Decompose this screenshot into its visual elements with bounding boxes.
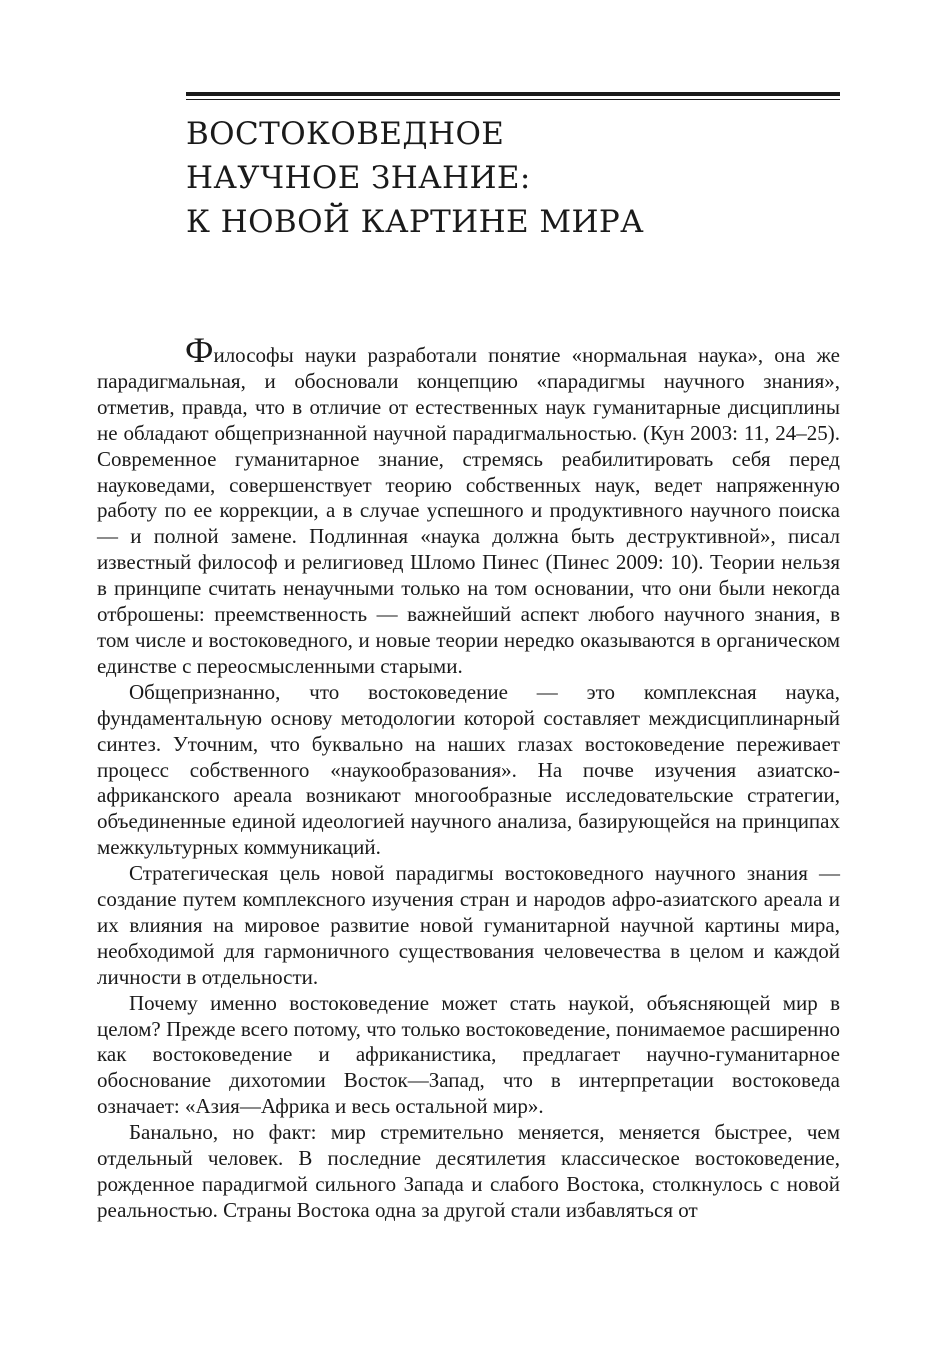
heading-rule-thin: [186, 99, 840, 100]
paragraph-1: [97, 330, 840, 680]
paragraph-2: Общепризнанно, что востоковедение — это комплексная наука, фундаментальную основу методологии которой составляет междисциплинарный синтез. Уточним, что буквально на наших глазах востоковедение переживает процесс собственного «наукообразования». На почве изучения азиатско-африканского ареала возникают многообразные исследовательские стратегии, объединенные единой идеологией научного анализа, базирующейся на принципах межкультурных коммуникаций.: [97, 679, 840, 860]
drop-cap: Ф: [185, 330, 214, 370]
chapter-title: [186, 112, 840, 244]
paragraph-1-text: илософы науки разработали понятие «нормальная наука», она же парадигмальная, и обосновали концепцию «парадигмы научного знания», отметив, правда, что в отличие от естественных наук гуманитарные дисциплины не обладают общепризнанной научной парадигмальностью. (Кун 2003: 11, 24–25). Современное гуманитарное знание, стремясь реабилитировать себя перед науковедами, совершенствует теорию собственных наук, ведет напряженную работу по ее коррекции, а в случае успешного и продуктивного научного поиска — и полной замене. Подлинная «наука должна быть деструктивной», писал известный философ и религиовед Шломо Пинес (Пинес 2009: 10). Теории нельзя в принципе считать ненаучными только на том основании, что они были некогда отброшены: преемственность — важнейший аспект любого научного знания, в том числе и востоковедного, и новые теории нередко оказываются в органическом единстве с переосмысленными старыми.: [97, 343, 840, 678]
heading-rule-thick: [186, 92, 840, 96]
chapter-title-line-1: ВОСТОКОВЕДНОЕ: [186, 116, 505, 152]
chapter-title-line-3: К НОВОЙ КАРТИНЕ МИРА: [186, 204, 645, 240]
paragraph-3: Стратегическая цель новой парадигмы востоковедного научного знания — создание путем комплексного изучения стран и народов афро-азиатского ареала и их влияния на мировое развитие новой гуманитарной научной картины мира, необходимой для гармоничного существования человечества в целом и каждой личности в отдельности.: [97, 861, 840, 989]
chapter-title-line-2: НАУЧНОЕ ЗНАНИЕ:: [186, 160, 531, 196]
paragraph-4: Почему именно востоковедение может стать наукой, объясняющей мир в целом? Прежде всего потому, что только востоковедение, понимаемое расширенно как востоковедение и африканистика, предлагает научно-гуманитарное обоснование дихотомии Восток—Запад, что в интерпретации востоковеда означает: «Азия—Африка и весь остальной мир».: [97, 990, 840, 1119]
body-text: [97, 330, 840, 1224]
paragraph-5: Банально, но факт: мир стремительно меняется, меняется быстрее, чем отдельный человек. В последние десятилетия классическое востоковедение, рожденное парадигмой сильного Запада и слабого Востока, столкнулось с новой реальностью. Страны Востока одна за другой стали избавляться от: [97, 1120, 840, 1222]
